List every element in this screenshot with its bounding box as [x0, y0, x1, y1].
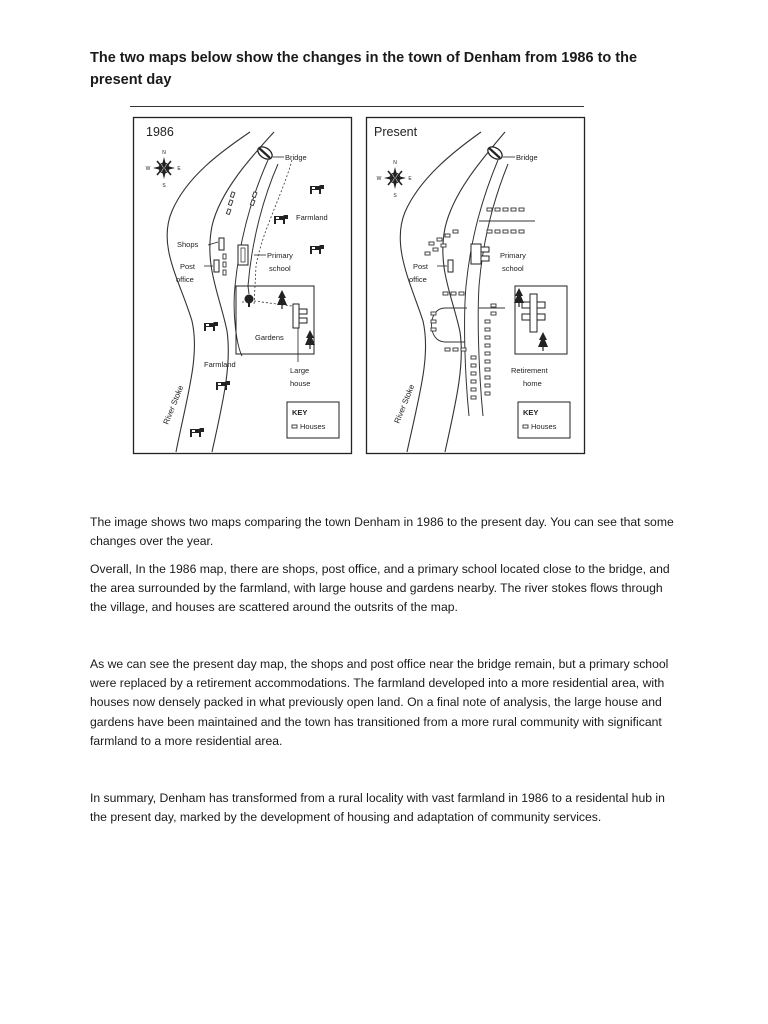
primary-school-label-1: Primary: [500, 251, 526, 260]
paragraph-summary: In summary, Denham has transformed from a rural locality with vast farmland in 1986 to a residental hub in the present day, marked by the development of housing and adaptation of community services.: [90, 791, 665, 825]
river-label: River Stoke: [161, 384, 186, 426]
shops-building: [219, 238, 224, 250]
compass-s-label: S: [162, 183, 166, 189]
map-1986-year: 1986: [146, 125, 174, 139]
post-office-building: [214, 260, 219, 272]
farmland-top-label: Farmland: [296, 213, 328, 222]
key-title: KEY: [523, 408, 539, 417]
post-office-building: [448, 260, 453, 272]
post-office-label-1: Post: [180, 262, 196, 271]
key-houses-label: Houses: [531, 422, 557, 431]
bridge-label: Bridge: [285, 153, 307, 162]
compass-n-label: N: [393, 160, 397, 166]
large-house-label-1: Large: [290, 366, 310, 375]
primary-school-label-1: Primary: [267, 251, 293, 260]
key-title: KEY: [292, 408, 308, 417]
title-divider: [130, 106, 584, 107]
paragraph-intro: The image shows two maps comparing the town Denham in 1986 to the present day. You can see that some changes over the year.: [90, 515, 674, 549]
page-title: The two maps below show the changes in the town of Denham from 1986 to the present day: [90, 50, 638, 88]
paragraph-analysis: As we can see the present day map, the shops and post office near the bridge remain, but a primary school were replaced by a retirement accommodations. The farmland developed into a more residential area, with houses now densely packed in what previously open land. On a final note of analysis, the large house and gardens have been maintained and the town has transitioned from a more rural community with significant farmland to a more residential area.: [90, 657, 669, 748]
post-office-label-2: office: [176, 275, 194, 284]
compass-s-label: S: [393, 193, 397, 199]
map-present-year: Present: [374, 125, 418, 139]
compass-w-label: W: [376, 176, 382, 182]
map-present: [367, 118, 585, 454]
maps-figure: [132, 116, 586, 456]
post-office-label-2: office: [409, 275, 427, 284]
retirement-home-label-2: home: [523, 379, 542, 388]
compass-n-label: N: [162, 150, 166, 156]
farmland-bottom-label: Farmland: [204, 360, 236, 369]
bridge-label: Bridge: [516, 153, 538, 162]
primary-school-label-2: school: [502, 264, 524, 273]
shops-label: Shops: [177, 240, 199, 249]
primary-school-label-2: school: [269, 264, 291, 273]
compass-e-label: E: [177, 166, 181, 172]
map-1986: [134, 118, 352, 454]
compass-e-label: E: [408, 176, 412, 182]
house-icon: [523, 425, 528, 428]
post-office-label-1: Post: [413, 262, 429, 271]
paragraph-overview: Overall, In the 1986 map, there are shops, post office, and a primary school located close to the bridge, and the area surrounded by the farmland, with large house and gardens nearby. The river stokes flows through the village, and houses are scattered around the outsrits of the map.: [90, 562, 670, 615]
maps-svg: [132, 116, 586, 456]
retirement-home-label-1: Retirement: [511, 366, 548, 375]
house-icon: [292, 425, 297, 428]
gardens-label: Gardens: [255, 333, 284, 342]
key-houses-label: Houses: [300, 422, 326, 431]
compass-w-label: W: [145, 166, 151, 172]
river-label: River Stoke: [392, 383, 417, 425]
large-house-label-2: house: [290, 379, 311, 388]
